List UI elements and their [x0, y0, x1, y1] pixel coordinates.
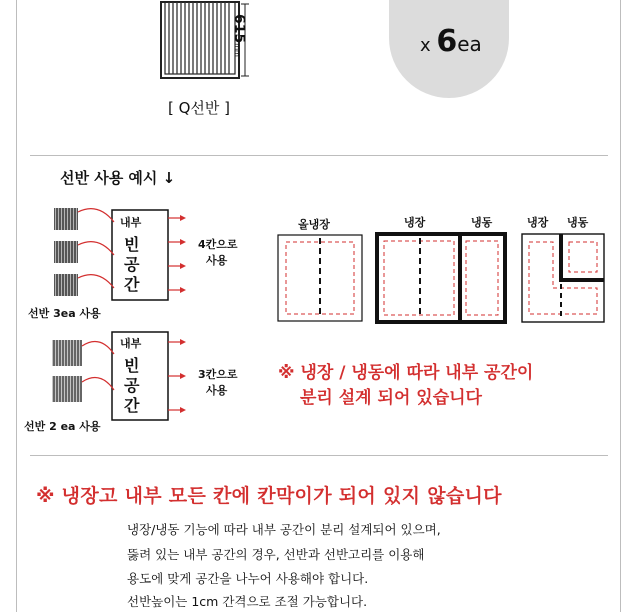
diagram-b-box-line-1: 내부	[120, 337, 142, 350]
quantity-label: x 6ea	[420, 24, 482, 59]
diagram-b-side-label-2: 사용	[206, 384, 228, 397]
description-line-4: 선반높이는 1cm 간격으로 조절 가능합니다.	[127, 594, 368, 609]
diagram-a-box-line-4: 간	[124, 275, 140, 294]
diagram-b-box-line-2: 빈	[124, 356, 140, 375]
diagram-b-side-label-1: 3칸으로	[198, 368, 238, 381]
shelf-usage-diagram-b	[48, 326, 188, 426]
notice-small-line-1: ※ 냉장 / 냉동에 따라 내부 공간이	[278, 363, 534, 383]
diagram-a-box-line-2: 빈	[124, 235, 140, 254]
fridge-diagram-fridge-freezer	[374, 230, 510, 326]
diagram-b-caption: 선반 2 ea 사용	[24, 420, 101, 433]
shelf-dimension: 615mm	[231, 14, 247, 57]
diagram-b-box-line-4: 간	[124, 396, 140, 415]
diagram-a-side-label-1: 4칸으로	[198, 238, 238, 251]
fridge-label-freezer-2: 냉동	[567, 216, 589, 229]
fridge-label-fridge-1: 냉장	[404, 216, 426, 229]
diagram-a-caption: 선반 3ea 사용	[28, 307, 101, 320]
fridge-label-fridge-2: 냉장	[527, 216, 549, 229]
frame-left-line	[16, 0, 17, 612]
diagram-a-side-label-2: 사용	[206, 254, 228, 267]
fridge-diagram-all-fridge	[276, 232, 366, 324]
example-heading: 선반 사용 예시 ↓	[60, 169, 176, 187]
section-divider	[30, 155, 608, 156]
fridge-label-freezer-1: 냉동	[471, 216, 493, 229]
diagram-a-box-line-1: 내부	[120, 216, 142, 229]
diagram-a-box-line-3: 공	[124, 255, 140, 274]
notice-small-line-2: 분리 설계 되어 있습니다	[300, 388, 482, 408]
shelf-caption: [ Q선반 ]	[168, 99, 231, 117]
fridge-diagram-split	[519, 230, 609, 326]
description-line-2: 뚫려 있는 내부 공간의 경우, 선반과 선반고리를 이용해	[127, 547, 425, 562]
fridge-label-all-fridge: 올냉장	[298, 218, 330, 231]
shelf-usage-diagram-a	[48, 200, 188, 310]
description-line-3: 용도에 맞게 공간을 나누어 사용해야 합니다.	[127, 571, 369, 586]
frame-right-line	[620, 0, 621, 612]
section-divider-2	[30, 455, 608, 456]
notice-big: ※ 냉장고 내부 모든 칸에 칸막이가 되어 있지 않습니다	[36, 485, 502, 507]
diagram-b-box-line-3: 공	[124, 376, 140, 395]
description-line-1: 냉장/냉동 기능에 따라 내부 공간이 분리 설계되어 있으며,	[127, 522, 441, 537]
